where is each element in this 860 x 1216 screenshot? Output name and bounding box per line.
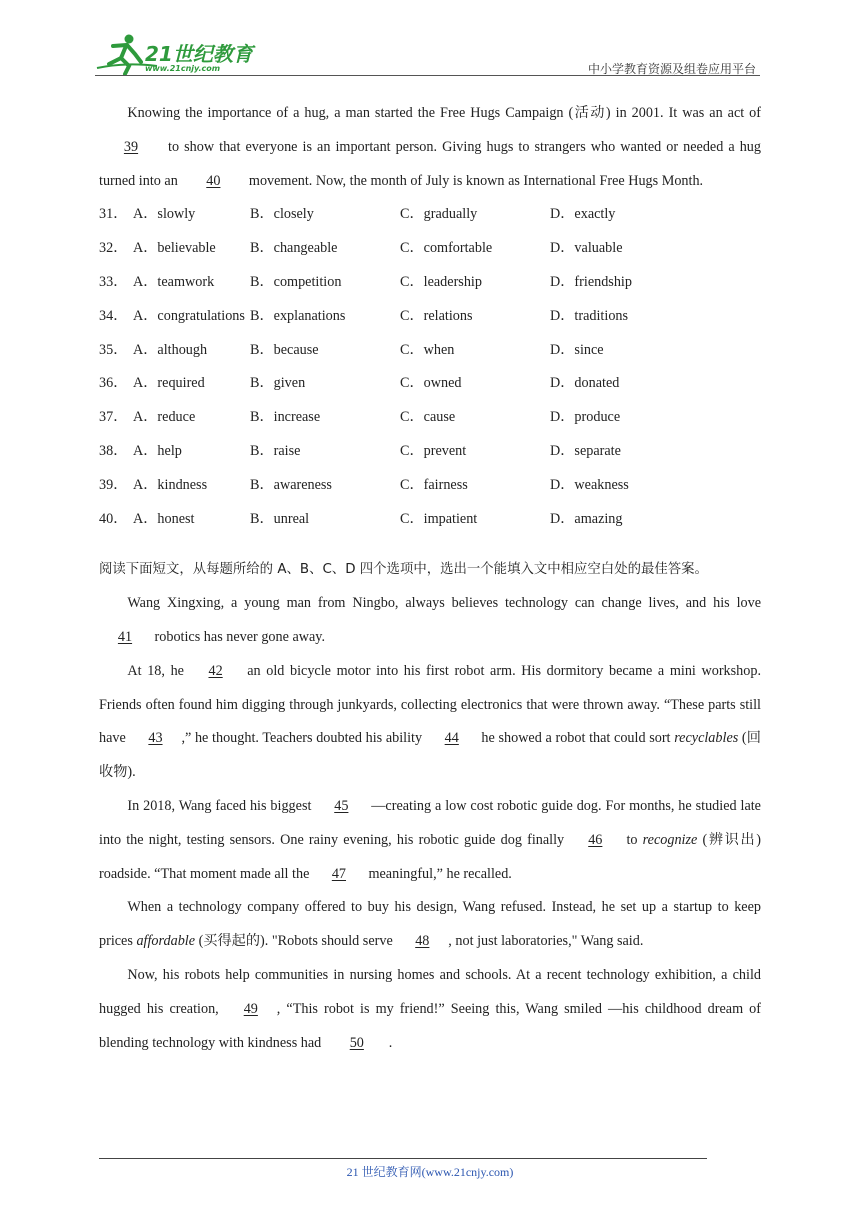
option-b: B．raise	[250, 442, 301, 459]
option-c: C．impatient	[400, 510, 478, 527]
option-a: A．required	[133, 375, 205, 392]
header-divider	[95, 75, 760, 76]
blank-46: 46	[588, 831, 603, 848]
blank-42: 42	[208, 662, 223, 679]
option-b: B．competition	[250, 273, 342, 290]
passage-paragraph: Now, his robots help communities in nursing homes and schools. At a recent technology exhibition, a child hugged his creation, 49 , “This robot is my friend!” Seeing this, Wang smiled —his childhood dream of blending technology with kindness had 50 .	[99, 959, 761, 1060]
option-a: A．honest	[133, 510, 195, 527]
passage-paragraph: Wang Xingxing, a young man from Ningbo, always believes technology can change lives, and his love 41 robotics has never gone away.	[99, 587, 761, 655]
option-c: C．comfortable	[400, 240, 493, 257]
option-c: C．owned	[400, 375, 462, 392]
blank-43: 43	[148, 730, 163, 747]
option-b: B．unreal	[250, 510, 310, 527]
blank-44: 44	[444, 730, 459, 747]
option-d: D．traditions	[550, 307, 629, 324]
option-c: C．when	[400, 341, 455, 358]
question-row: 39． A．kindness B．awareness C．fairness D．weakness	[99, 469, 761, 503]
blank-49: 49	[243, 1000, 258, 1017]
option-d: D．exactly	[550, 206, 616, 223]
option-c: C．cause	[400, 409, 456, 426]
option-a: A．congratulations	[133, 307, 245, 324]
option-d: D．friendship	[550, 273, 632, 290]
option-c: C．gradually	[400, 206, 478, 223]
blank-47: 47	[331, 865, 347, 882]
question-row: 32． A．believable B．changeable C．comfortable D．valuable	[99, 232, 761, 266]
blank-41: 41	[117, 628, 133, 645]
blank-48: 48	[415, 933, 430, 950]
section-instruction: 阅读下面短文，从每题所给的 A、B、C、D 四个选项中，选出一个能填入文中相应空白处的最佳答案。	[99, 562, 708, 578]
question-row: 38． A．help B．raise C．prevent D．separate	[99, 435, 761, 469]
blank-50: 50	[349, 1034, 364, 1051]
blank-45: 45	[334, 797, 349, 814]
option-a: A．kindness	[133, 476, 208, 493]
option-b: B．because	[250, 341, 319, 358]
page-header	[95, 28, 760, 78]
logo-text: 21世纪教育	[145, 42, 253, 66]
option-a: A．teamwork	[133, 273, 215, 290]
option-c: C．fairness	[400, 476, 468, 493]
question-list	[99, 198, 761, 536]
option-d: D．donated	[550, 375, 620, 392]
logo-url: www.21cnjy.com	[145, 64, 221, 73]
option-d: D．produce	[550, 409, 621, 426]
option-b: B．changeable	[250, 240, 338, 257]
question-row: 37． A．reduce B．increase C．cause D．produce	[99, 401, 761, 435]
option-b: B．given	[250, 375, 306, 392]
question-row: 35． A．although B．because C．when D．since	[99, 334, 761, 368]
option-b: B．closely	[250, 206, 314, 223]
option-a: A．although	[133, 341, 208, 358]
option-c: C．prevent	[400, 442, 467, 459]
platform-name: 中小学教育资源及组卷应用平台	[587, 62, 756, 76]
option-a: A．reduce	[133, 409, 196, 426]
question-row: 34． A．congratulations B．explanations C．relations D．traditions	[99, 300, 761, 334]
footer-divider	[99, 1158, 707, 1159]
question-row: 36． A．required B．given C．owned D．donated	[99, 367, 761, 401]
passage-paragraph: Knowing the importance of a hug, a man started the Free Hugs Campaign (活动) in 2001. It was an act of 39 to show that everyone is an important person. Giving hugs to strangers who wanted or needed a hug turned into an 40 movement. Now, the month of July is known as International Free Hugs Month.	[99, 97, 761, 198]
blank-39: 39	[123, 138, 139, 155]
option-a: A．believable	[133, 240, 216, 257]
option-d: D．amazing	[550, 510, 623, 527]
option-a: A．help	[133, 442, 182, 459]
question-row: 40． A．honest B．unreal C．impatient D．amazing	[99, 503, 761, 537]
option-d: D．weakness	[550, 476, 629, 493]
option-b: B．explanations	[250, 307, 346, 324]
passage-paragraph: When a technology company offered to buy his design, Wang refused. Instead, he set up a startup to keep prices affordable (买得起的). "Robots should serve 48 , not just laboratories," Wang said.	[99, 891, 761, 959]
option-b: B．increase	[250, 409, 321, 426]
passage-paragraph: In 2018, Wang faced his biggest 45 —creating a low cost robotic guide dog. For months, he studied late into the night, testing sensors. One rainy evening, his robotic guide dog finally 46 to recognize (辨识出) roadside. “That moment made all the 47 meaningful,” he recalled.	[99, 790, 761, 891]
question-row: 33． A．teamwork B．competition C．leadership D．friendship	[99, 266, 761, 300]
blank-40: 40	[206, 172, 221, 189]
option-d: D．since	[550, 341, 604, 358]
option-a: A．slowly	[133, 206, 196, 223]
option-c: C．leadership	[400, 273, 482, 290]
passage-paragraph: At 18, he 42 an old bicycle motor into his first robot arm. His dormitory became a mini workshop. Friends often found him digging through junkyards, collecting electronics that were thrown away. “These parts still have 43 ,” he thought. Teachers doubted his ability 44 he showed a robot that could sort recyclables (回收物).	[99, 655, 761, 790]
document-body	[99, 97, 761, 1060]
option-d: D．valuable	[550, 240, 623, 257]
option-c: C．relations	[400, 307, 473, 324]
page-footer: 21 世纪教育网(www.21cnjy.com)	[346, 1165, 514, 1179]
option-b: B．awareness	[250, 476, 332, 493]
question-row: 31． A．slowly B．closely C．gradually D．exactly	[99, 198, 761, 232]
option-d: D．separate	[550, 442, 621, 459]
